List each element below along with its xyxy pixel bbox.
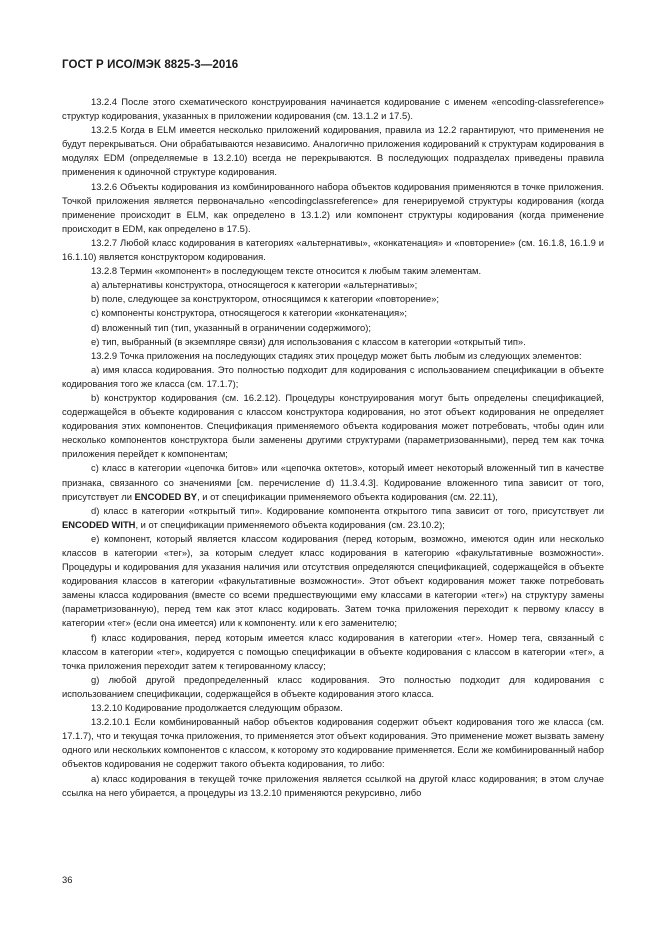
keyword: ENCODED BY	[134, 490, 198, 502]
list-item-f: f) класс кодирования, перед которым имеется класс кодирования в категории «тег». Номер тега, связанный с классом в категории «тег», кодируется с помощью спецификации в объекте кодирования с классом в категории «тег», а точка приложения переходит затем к тегированному классу;	[62, 631, 604, 671]
page-number: 36	[62, 874, 73, 885]
list-item-a: a) имя класса кодирования. Это полностью подходит для кодирования с использованием спецификации в объекте кодирования того же класса (см. 17.1.7);	[62, 363, 604, 389]
document-body	[62, 95, 604, 800]
list-item-d: d) класс в категории «открытый тип». Кодирование компонента открытого типа зависит от того, присутствует ли ENCODED WITH, и от спецификации применяемого объекта кодирования (см. 23.10.2);	[62, 504, 604, 530]
paragraph-13-2-10-1: 13.2.10.1 Если комбинированный набор объектов кодирования содержит объект кодирования того же класса (см. 17.1.7), что и текущая точка приложения, то применяется этот объект кодирования. Это применение может вызвать замену одного или нескольких компонентов с классом, к которому это кодирование применяется. Если же комбинированный набор объектов кодирования не содержит такого объекта кодирования, то либо:	[62, 716, 604, 770]
list-item-b: b) поле, следующее за конструктором, относящимся к категории «повторение»;	[91, 293, 440, 305]
list-item-d: d) вложенный тип (тип, указанный в ограничении содержимого);	[91, 321, 371, 333]
paragraph-13-2-4: 13.2.4 После этого схематического конструирования начинается кодирование с именем «encoding-classreference» структур кодирования, указанных в приложении кодирования (см. 13.1.2 и 17.5).	[62, 96, 604, 122]
list-item-a: a) класс кодирования в текущей точке приложения является ссылкой на другой класс кодирования; в этом случае ссылка на него убирается, а процедуры из 13.2.10 применяются рекурсивно, либо	[62, 772, 604, 798]
list-item-a: a) альтернативы конструктора, относящегося к категории «альтернативы»;	[91, 279, 418, 291]
paragraph-13-2-5: 13.2.5 Когда в ELM имеется несколько приложений кодирования, правила из 12.2 гарантируют, что применения не будут перекрываться. Они обрабатываются независимо. Аналогично приложения кодирований к структурам кодирования в модулях EDM (определяемые в 13.2.10) всегда не перекрываются. В последующих подразделах приведены правила применения к одиночной структуре кодирования.	[62, 124, 604, 178]
list-item-g: g) любой другой предопределенный класс кодирования. Это полностью подходит для кодирования с использованием спецификации, содержащейся в объекте кодирования этого класса.	[62, 673, 604, 699]
list-item-e: e) компонент, который является классом кодирования (перед которым, возможно, имеются один или несколько классов в категории «тег»), за которым следует класс кодирования в категорию «факультативные возможности». Процедуры и кодирования для указания наличия или отсутствия определяются спецификацией, содержащейся в объекте кодирования классов в категории «факультативные возможности». Этот объект кодирования может также потребовать замены класса кодирования (вместе со всеми предшествующими ему классами в категории «тег») на структуру замены (параметризованную), перед тем как этот класс кодировать. Затем точка приложения переходит к первому классу в категории «тег» (если она имеется) или к компоненту. или к его заменителю;	[62, 532, 604, 629]
paragraph-13-2-8: 13.2.8 Термин «компонент» в последующем тексте относится к любым таким элементам.	[91, 265, 482, 277]
paragraph-13-2-9: 13.2.9 Точка приложения на последующих стадиях этих процедур может быть любым из следующих элементов:	[91, 349, 582, 361]
paragraph-13-2-10: 13.2.10 Кодирование продолжается следующим образом.	[91, 702, 343, 714]
paragraph-13-2-6: 13.2.6 Объекты кодирования из комбинированного набора объектов кодирования применяются в точке приложения. Точкой приложения является первоначально «encodingclassreference» для генерируемой структуры кодирования (когда применение происходит в ELM, как определено в 13.1.2) или компонент структуры кодирования (когда применение происходит в EDM, как определено в 17.5).	[62, 180, 604, 234]
list-item-c: c) класс в категории «цепочка битов» или «цепочка октетов», который имеет некоторый вложенный тип в качестве признака, связанного со значениями [см. перечисление d) 11.3.4.3]. Кодирование вложенного типа зависит от того, присутствует ли ENCODED BY, и от спецификации применяемого объекта кодирования (см. 22.11),	[62, 462, 604, 502]
list-item-b: b) конструктор кодирования (см. 16.2.12). Процедуры конструирования могут быть определены спецификацией, содержащейся в объекте кодирования с классом конструктора кодирования, но этот объект кодирования не определяет кодирования этих компонентов. Спецификация применяемого объекта кодирования может потребовать, чтобы один или несколько компонентов конструктора были заменены другими структурами (параметризованными), перед тем как точка приложения перейдет к компонентам;	[62, 391, 604, 460]
standard-header: ГОСТ Р ИСО/МЭК 8825-3—2016	[62, 59, 239, 71]
list-item-c: c) компоненты конструктора, относящегося к категории «конкатенация»;	[91, 307, 408, 319]
keyword: ENCODED WITH	[62, 518, 136, 530]
paragraph-13-2-7: 13.2.7 Любой класс кодирования в категориях «альтернативы», «конкатенация» и «повторение» (см. 16.1.8, 16.1.9 и 16.1.10) является конструктором кодирования.	[62, 236, 604, 263]
list-item-e: e) тип, выбранный (в экземпляре связи) для использования с классом в категории «открытый тип».	[91, 335, 526, 347]
